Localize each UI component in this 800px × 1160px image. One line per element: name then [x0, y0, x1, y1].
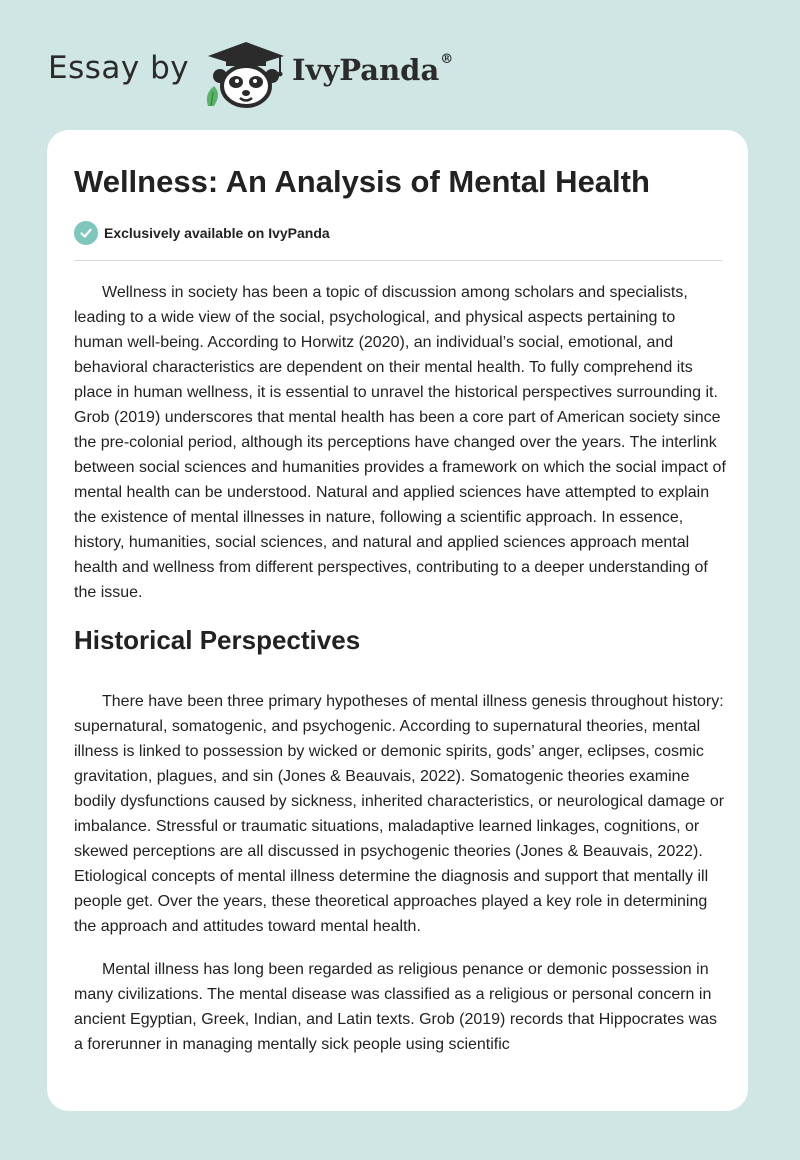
registered-mark: ®	[440, 52, 454, 68]
section-paragraph-2: Mental illness has long been regarded as religious penance or demonic possession in many civilizations. The mental disease was classified as a religious or personal concern in ancient Egyptian, Greek, Indian, and Latin texts. Grob (2019) records that Hippocrates was a forerunner in managing mentally sick people using scientific	[74, 961, 718, 1053]
essay-card	[47, 130, 748, 1111]
essay-body	[74, 280, 728, 1075]
brand-name[interactable]	[292, 53, 453, 87]
brand-text: IvyPanda	[292, 53, 440, 87]
page-title: Wellness: An Analysis of Mental Health	[74, 164, 650, 199]
section-heading: Historical Perspectives	[74, 625, 361, 655]
ivypanda-logo-icon[interactable]	[200, 36, 290, 108]
exclusive-label: Exclusively available on IvyPanda	[104, 225, 330, 241]
intro-paragraph: Wellness in society has been a topic of discussion among scholars and specialists, leading to a wide view of the social, psychological, and physical aspects pertaining to human well-being. According to Horwitz (2020), an individual’s social, emotional, and behavioral characteristics are dependent on their mental health. To fully comprehend its place in human wellness, it is essential to unravel the historical perspectives surrounding it. Grob (2019) underscores that mental health has been a core part of American society since the pre-colonial period, although its perceptions have changed over the years. The interlink between social sciences and humanities provides a framework on which the social impact of mental health can be understood. Natural and applied sciences have attempted to explain the existence of mental illnesses in nature, following a scientific approach. In essence, history, humanities, social sciences, and natural and applied sciences approach mental health and wellness from different perspectives, contributing to a deeper understanding of the issue.	[74, 284, 726, 601]
check-icon	[74, 221, 98, 245]
section-paragraph-1: There have been three primary hypotheses of mental illness genesis throughout history: supernatural, somatogenic, and psychogenic. According to supernatural theories, mental illness is linked to possession by wicked or demonic spirits, gods’ anger, eclipses, cosmic gravitation, plagues, and sin (Jones & Beauvais, 2022). Somatogenic theories examine bodily dysfunctions caused by sickness, inherited characteristics, or neurological damage or imbalance. Stressful or traumatic situations, maladaptive learned linkages, cognitions, or skewed perceptions are all discussed in psychogenic theories (Jones & Beauvais, 2022). Etiological concepts of mental illness determine the diagnosis and support that mentally ill people get. Over the years, these theoretical approaches played a key role in determining the approach and attitudes toward mental health.	[74, 693, 725, 935]
exclusive-badge	[74, 221, 330, 245]
site-header	[0, 0, 800, 130]
divider	[74, 260, 722, 261]
essay-by-label: Essay by	[48, 50, 190, 86]
